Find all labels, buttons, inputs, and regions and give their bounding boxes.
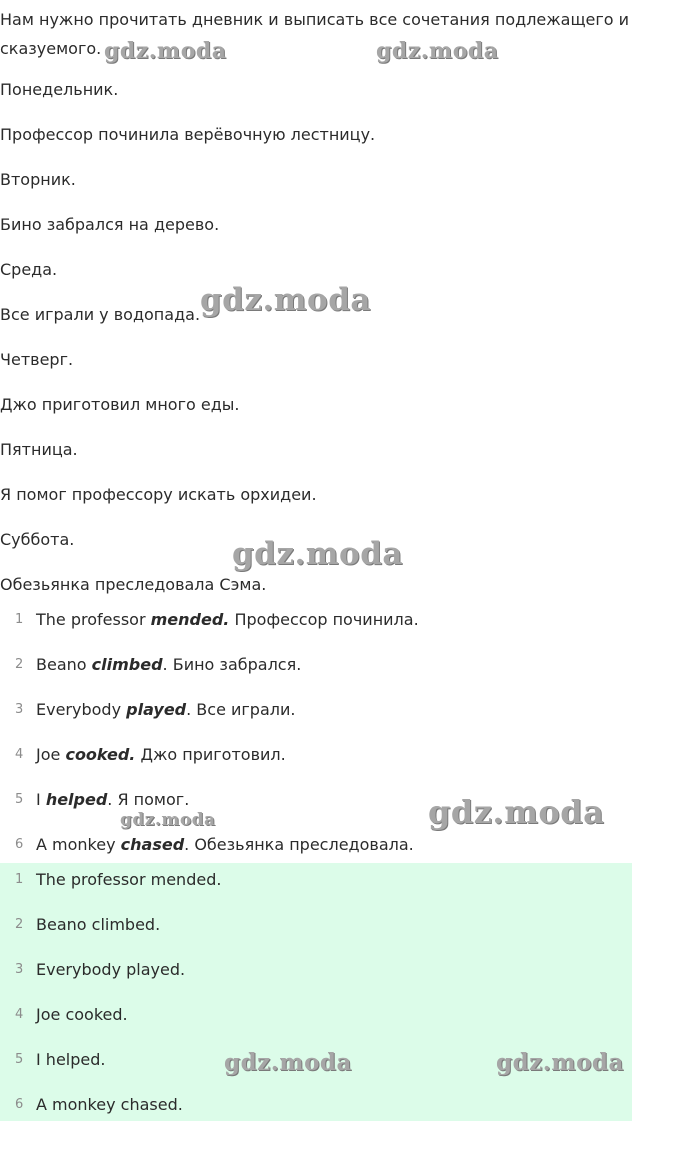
pair-translation: Джо приготовил. bbox=[140, 745, 286, 764]
answer-text: Beano climbed. bbox=[36, 915, 161, 934]
diary-day-friday: Пятница. bbox=[0, 440, 78, 459]
item-number: 5 bbox=[15, 1052, 24, 1067]
watermark: gdz.moda bbox=[120, 810, 216, 830]
pair-verb: chased bbox=[120, 835, 185, 854]
diary-entry-wednesday: Все играли у водопада. bbox=[0, 305, 201, 324]
watermark: gdz.moda bbox=[428, 793, 605, 831]
pair-verb: mended. bbox=[150, 610, 230, 629]
diary-entry-tuesday: Бино забрался на дерево. bbox=[0, 215, 220, 234]
diary-entry-monday: Профессор починила верёвочную лестницу. bbox=[0, 125, 376, 144]
item-number: 2 bbox=[15, 657, 24, 672]
watermark: gdz.moda bbox=[224, 1049, 352, 1076]
item-number: 3 bbox=[15, 962, 24, 977]
pair-translation: Профессор починила. bbox=[234, 610, 419, 629]
item-number: 1 bbox=[15, 872, 24, 887]
pair-verb: helped bbox=[45, 790, 108, 809]
pair-verb: climbed bbox=[91, 655, 163, 674]
watermark: gdz.moda bbox=[376, 38, 499, 64]
pair-subject: The professor bbox=[36, 610, 146, 629]
diary-entry-saturday: Обезьянка преследовала Сэма. bbox=[0, 575, 267, 594]
watermark: gdz.moda bbox=[104, 38, 227, 64]
pair-subject: Everybody bbox=[36, 700, 122, 719]
item-number: 3 bbox=[15, 702, 24, 717]
watermark: gdz.moda bbox=[200, 282, 371, 318]
pair-translation: . Обезьянка преследовала. bbox=[184, 835, 414, 854]
item-number: 6 bbox=[15, 837, 24, 852]
intro-text: Нам нужно прочитать дневник и выписать все сочетания подлежащего и сказуемого. bbox=[0, 10, 630, 58]
diary-day-saturday: Суббота. bbox=[0, 530, 75, 549]
item-number: 4 bbox=[15, 1007, 24, 1022]
pair-subject: Joe bbox=[36, 745, 61, 764]
pair-translation: . Я помог. bbox=[107, 790, 190, 809]
item-number: 6 bbox=[15, 1097, 24, 1112]
watermark: gdz.moda bbox=[496, 1049, 624, 1076]
answer-text: I helped. bbox=[36, 1050, 106, 1069]
diary-entry-thursday: Джо приготовил много еды. bbox=[0, 395, 240, 414]
answer-box bbox=[0, 863, 632, 1121]
answer-text: A monkey chased. bbox=[36, 1095, 183, 1114]
item-number: 5 bbox=[15, 792, 24, 807]
pair-verb: cooked. bbox=[65, 745, 136, 764]
pair-subject: Beano bbox=[36, 655, 87, 674]
item-number: 1 bbox=[15, 612, 24, 627]
diary-day-tuesday: Вторник. bbox=[0, 170, 76, 189]
pair-translation: . Бино забрался. bbox=[162, 655, 302, 674]
diary-entry-friday: Я помог профессору искать орхидеи. bbox=[0, 485, 317, 504]
pair-translation: . Все играли. bbox=[186, 700, 296, 719]
answer-text: Joe cooked. bbox=[36, 1005, 128, 1024]
pair-subject: A monkey bbox=[36, 835, 116, 854]
item-number: 4 bbox=[15, 747, 24, 762]
diary-day-thursday: Четверг. bbox=[0, 350, 74, 369]
diary-day-wednesday: Среда. bbox=[0, 260, 58, 279]
pair-verb: played bbox=[126, 700, 187, 719]
item-number: 2 bbox=[15, 917, 24, 932]
watermark: gdz.moda bbox=[232, 536, 403, 572]
pair-subject: I bbox=[36, 790, 41, 809]
answer-text: The professor mended. bbox=[36, 870, 222, 889]
answer-text: Everybody played. bbox=[36, 960, 186, 979]
diary-day-monday: Понедельник. bbox=[0, 80, 119, 99]
